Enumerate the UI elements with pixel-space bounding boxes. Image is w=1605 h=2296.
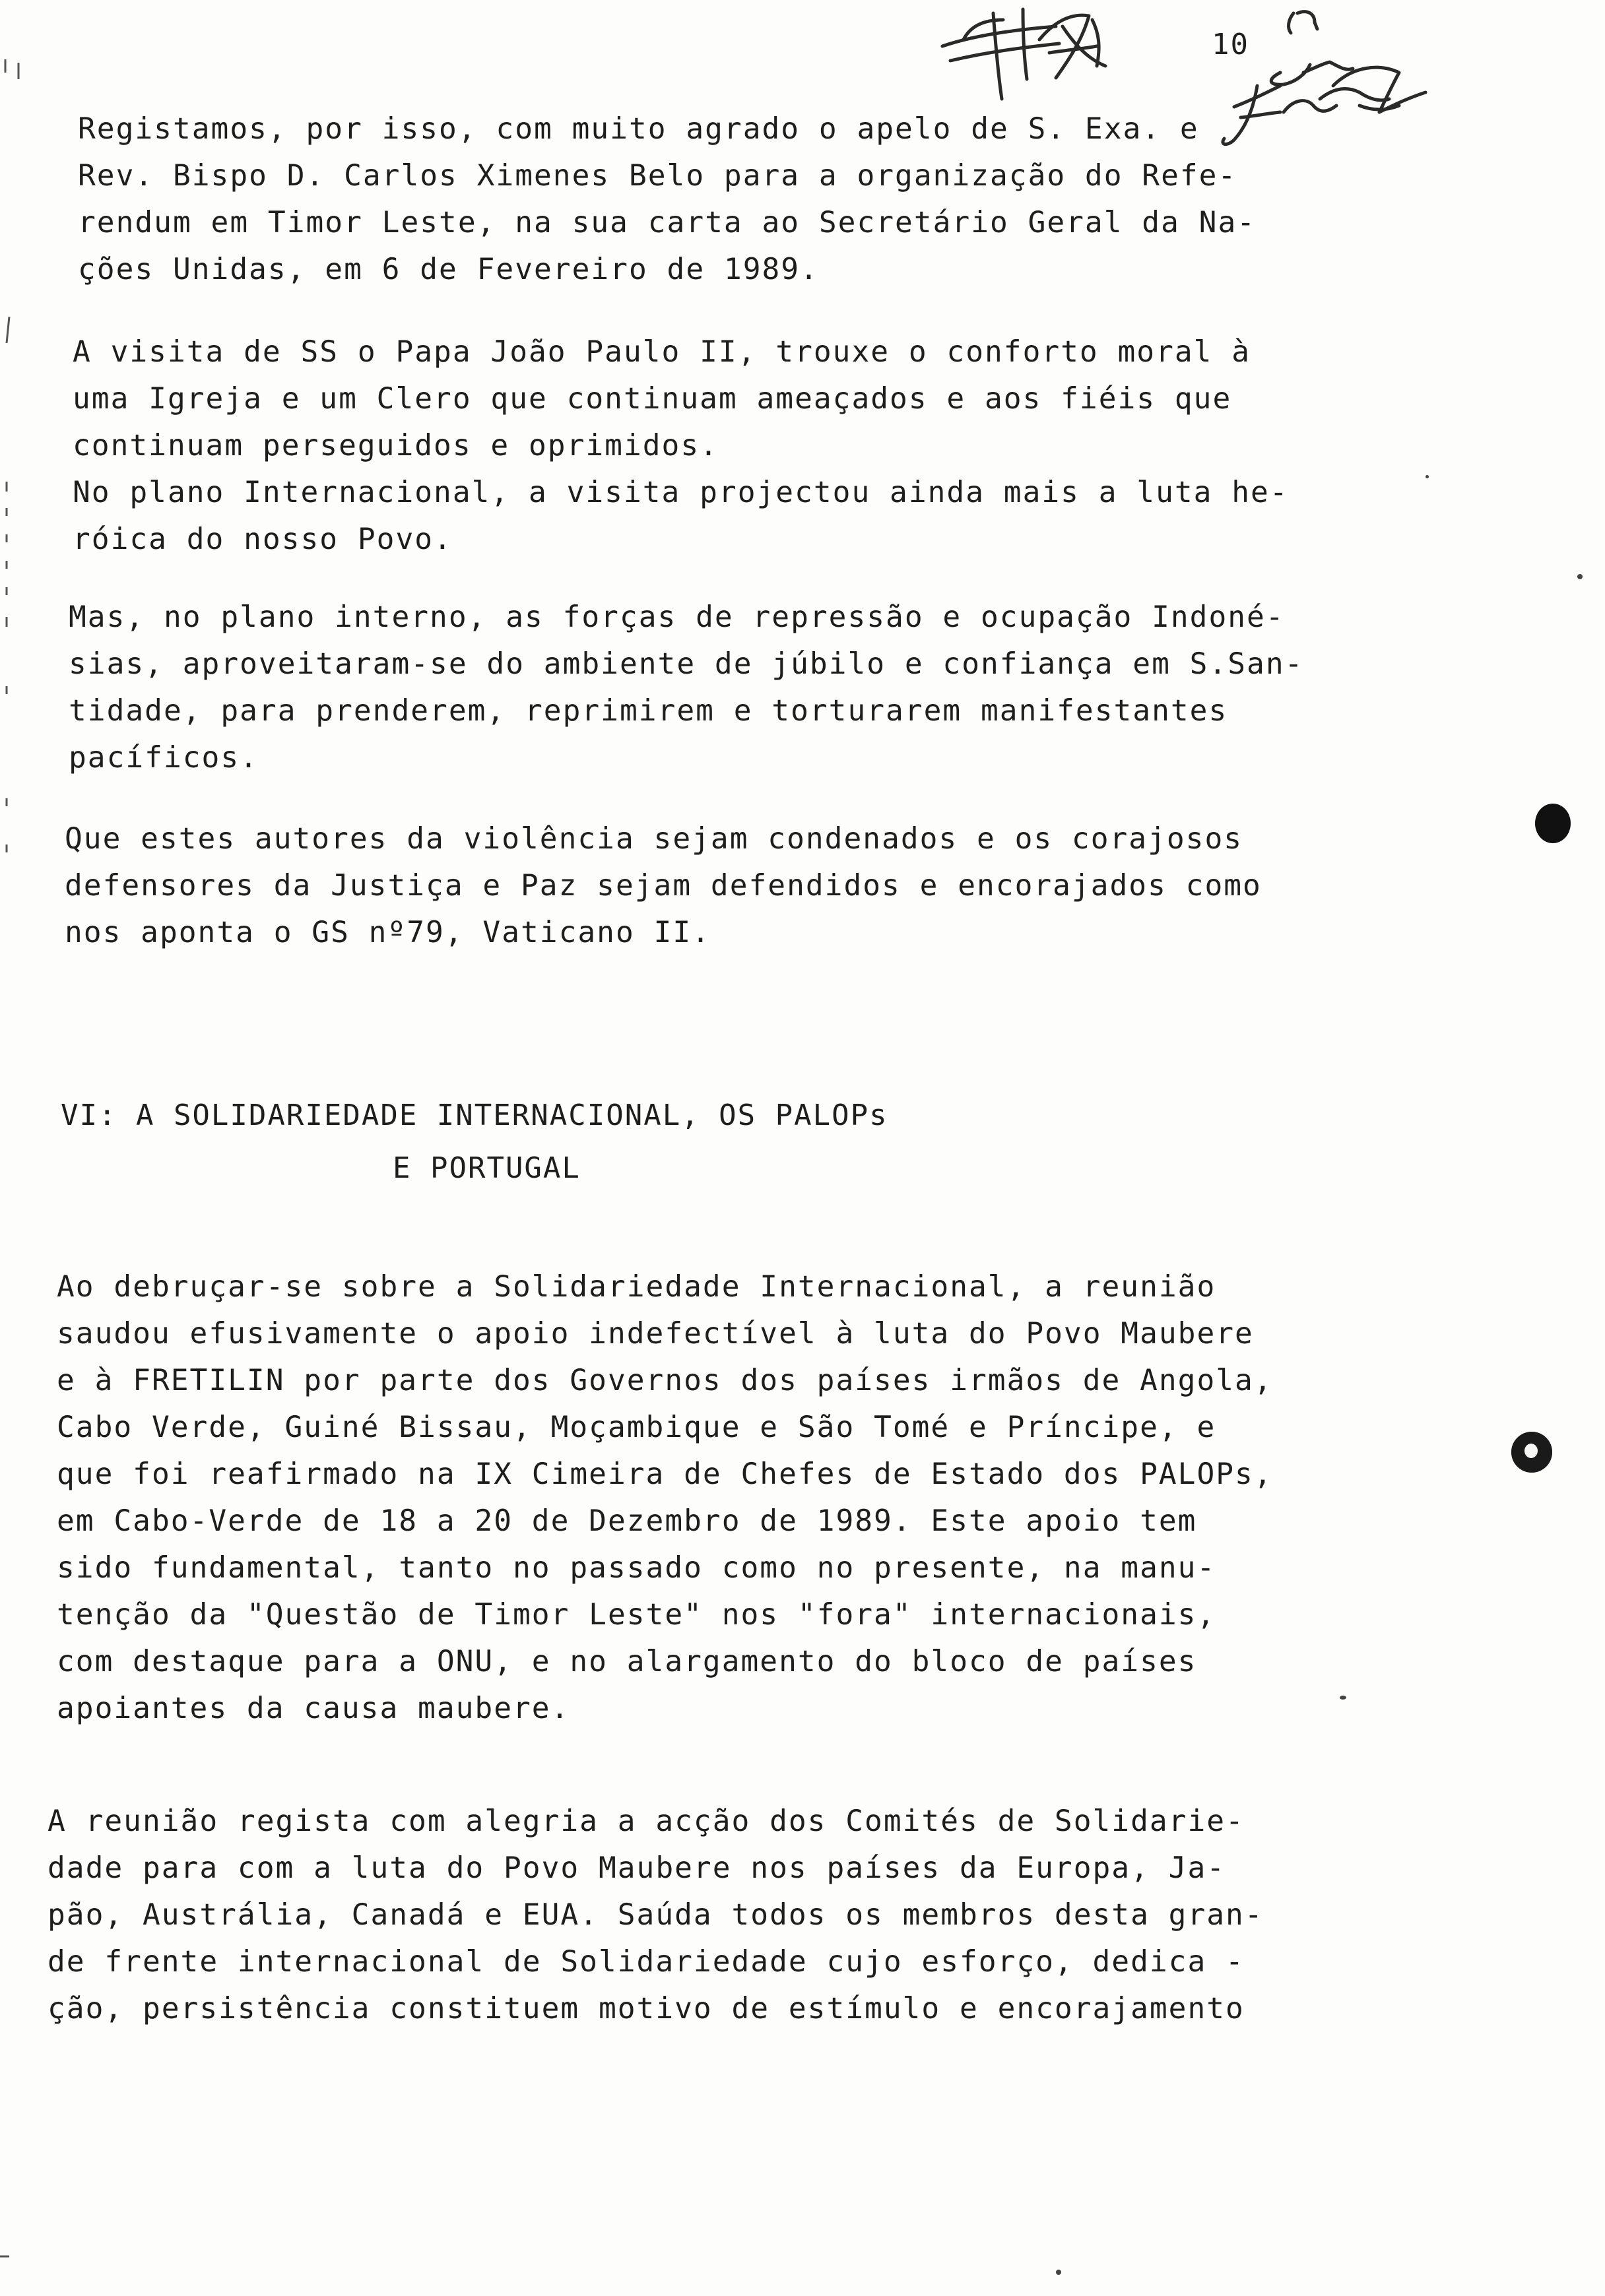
scan-speck (1577, 574, 1583, 579)
text-line: pacíficos. (69, 741, 259, 775)
text-line: uma Igreja e um Clero que continuam ameaçados e aos fiéis que (73, 382, 1232, 416)
text-line: sido fundamental, tanto no passado como no presente, na manu- (57, 1551, 1216, 1585)
text-line: continuam perseguidos e oprimidos. (73, 429, 719, 462)
scan-speck (1425, 475, 1429, 478)
text-line: de frente internacional de Solidariedade cujo esforço, dedica - (48, 1945, 1245, 1979)
section-heading: VI: A SOLIDARIEDADE INTERNACIONAL, OS PALOPs (61, 1099, 888, 1132)
paragraph-international-solidarity (57, 1263, 1403, 1732)
scan-edge-marks (0, 0, 26, 2296)
text-line: apoiantes da causa maubere. (57, 1692, 570, 1725)
text-line: Cabo Verde, Guiné Bissau, Moçambique e São Tomé e Príncipe, e (57, 1411, 1216, 1444)
text-line: No plano Internacional, a visita projectou ainda mais a luta he- (73, 476, 1289, 509)
text-line: tenção da "Questão de Timor Leste" nos "fora" internacionais, (57, 1598, 1216, 1632)
text-line: A visita de SS o Papa João Paulo II, trouxe o conforto moral à (73, 335, 1251, 369)
section-heading-continued: E PORTUGAL (393, 1151, 581, 1185)
text-line: Rev. Bispo D. Carlos Ximenes Belo para a organização do Refe- (78, 159, 1237, 193)
text-line: tidade, para prenderem, reprimirem e torturarem manifestantes (69, 694, 1228, 728)
paragraph-solidarity-committees (48, 1798, 1394, 2032)
paragraph-papal-visit (73, 329, 1419, 563)
paragraph-referendum (78, 106, 1424, 293)
text-line: Mas, no plano interno, as forças de repressão e ocupação Indoné- (69, 600, 1285, 634)
text-line: dade para com a luta do Povo Maubere nos países da Europa, Ja- (48, 1851, 1226, 1885)
text-line: em Cabo-Verde de 18 a 20 de Dezembro de 1989. Este apoio tem (57, 1504, 1197, 1538)
text-line: com destaque para a ONU, e no alargamento do bloco de países (57, 1645, 1197, 1678)
text-line: que foi reafirmado na IX Cimeira de Chefes de Estado dos PALOPs, (57, 1457, 1273, 1491)
text-line: Registamos, por isso, com muito agrado o apelo de S. Exa. e (78, 112, 1199, 146)
scan-speck (1056, 2270, 1061, 2275)
text-line: rendum em Timor Leste, na sua carta ao Secretário Geral da Na- (78, 206, 1257, 239)
text-line: A reunião regista com alegria a acção dos Comités de Solidarie- (48, 1804, 1245, 1838)
text-line: nos aponta o GS nº79, Vaticano II. (65, 916, 711, 949)
text-line: ção, persistência constituem motivo de estímulo e encorajamento (48, 1992, 1245, 2025)
text-line: e à FRETILIN por parte dos Governos dos países irmãos de Angola, (57, 1364, 1273, 1397)
page-number: 10 (1212, 28, 1249, 61)
text-line: Que estes autores da violência sejam condenados e os corajosos (65, 822, 1243, 856)
text-line: sias, aproveitaram-se do ambiente de júbilo e confiança em S.San- (69, 647, 1304, 681)
text-line: róica do nosso Povo. (73, 523, 453, 556)
paragraph-condemnation (65, 815, 1411, 956)
text-line: defensores da Justiça e Paz sejam defendidos e encorajados como (65, 869, 1262, 903)
scan-speck (1340, 1696, 1346, 1700)
punch-hole-mark (1535, 804, 1571, 843)
punch-hole-mark (1511, 1432, 1552, 1473)
text-line: ções Unidas, em 6 de Fevereiro de 1989. (78, 253, 819, 286)
text-line: pão, Austrália, Canadá e EUA. Saúda todos os membros desta gran- (48, 1898, 1264, 1932)
text-line: saudou efusivamente o apoio indefectível à luta do Povo Maubere (57, 1317, 1254, 1351)
text-line: Ao debruçar-se sobre a Solidariedade Internacional, a reunião (57, 1270, 1216, 1304)
paragraph-internal-repression (69, 594, 1415, 781)
